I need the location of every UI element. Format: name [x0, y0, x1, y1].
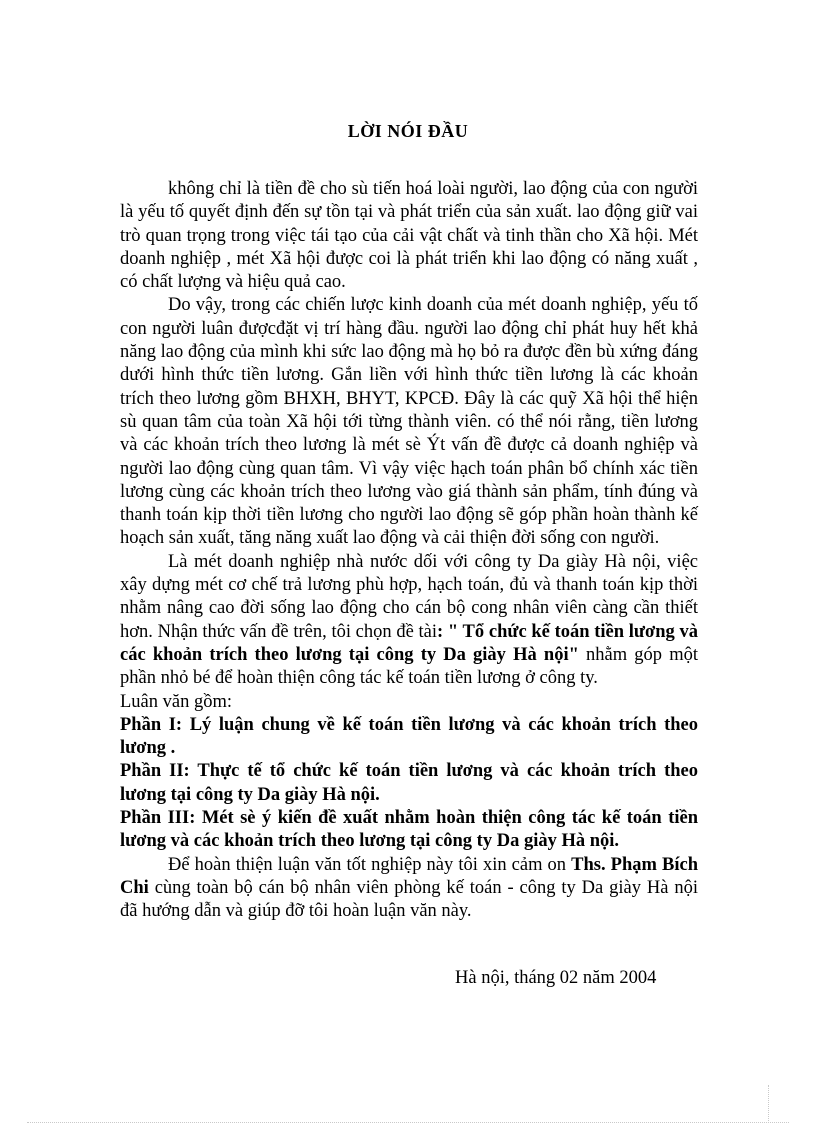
document-body	[120, 178, 698, 924]
page-title: LỜI NÓI ĐẦU	[347, 121, 469, 141]
part-three-text: Phần III: Mét sè ý kiến đề xuất nhằm hoàn thiện công tác kế toán tiền lương và các khoản trích theo lương tại công ty Da giày Hà nội.	[120, 808, 698, 852]
thanks-rest-text: cùng toàn bộ cán bộ nhân viên phòng kế toán - công ty Da giày Hà nội đã hướng dẫn và giúp đỡ tôi hoàn luận văn này.	[120, 877, 698, 922]
thesis-structure-label: Luân văn gồm:	[120, 691, 233, 712]
part-three-heading	[120, 807, 698, 854]
paragraph-strategy: Do vậy, trong các chiến lược kinh doanh của mét doanh nghiệp, yếu tố con người luân đượcđặt vị trí hàng đầu. người lao động chỉ phát huy hết khả năng lao động của mình khi sức lao động mà họ bỏ ra được đền bù xứng đáng dưới hình thức tiền lương. Gắn liền với hình thức tiền lương là các khoản trích theo lương gồm BHXH, BHYT, KPCĐ. Đây là các quỹ Xã hội thể hiện sù quan tâm của toàn Xã hội tới từng thành viên. có thể nói rằng, tiền lương và các khoản trích theo lương là mét sè Ýt vấn đề được cả doanh nghiệp và người lao động cùng quan tâm. Vì vậy việc hạch toán phân bổ chính xác tiền lương cùng các khoản trích theo lương vào giá thành sản phẩm, tính đúng và thanh toán kịp thời tiền lương cho người lao động sẽ góp phần hoàn thành kế hoạch sản xuất, tăng năng xuất lao động và cải thiện đời sống con người.	[120, 295, 698, 549]
part-one-heading	[120, 714, 698, 761]
signoff-date: Hà nội, tháng 02 năm 2004	[455, 968, 657, 988]
page-corner-border	[768, 1085, 769, 1123]
supervisor-name: Ths. Phạm Bích Chi	[120, 854, 698, 898]
paragraph-topic	[120, 551, 698, 691]
paragraph-intro: không chỉ là tiền đề cho sù tiến hoá loài người, lao động của con người là yếu tố quyết định đến sự tồn tại và phát triển của sản xuất. lao động giữ vai trò quan trọng trong việc tái tạo của cải vật chất và tinh thần cho Xã hội. Mét doanh nghiệp , mét Xã hội được coi là phát triển khi lao động có năng xuất , có chất lượng và hiệu quả cao.	[120, 179, 698, 293]
topic-intro-text: Là mét doanh nghiệp nhà nước dối với công ty Da giày Hà nội, việc xây dựng mét cơ chế trả lương phù hợp, hạch toán, đủ và thanh toán kịp thời nhằm nâng cao đời sống lao động cho cán bộ cong nhân viên càng cần thiết hơn. Nhận thức vấn đề trên, tôi chọn đề tài	[120, 551, 698, 642]
topic-purpose-text: nhằm góp một phần nhỏ bé để hoàn thiện công tác kế toán tiền lương ở công ty.	[120, 644, 698, 689]
paragraph-acknowledgement	[120, 854, 698, 924]
part-two-heading	[120, 760, 698, 807]
thanks-intro-text: Để hoàn thiện luận văn tốt nghiệp này tôi xin cảm on	[168, 854, 572, 875]
part-two-text: Phần II: Thực tế tổ chức kế toán tiền lương và các khoản trích theo lương tại công ty Da giày Hà nội.	[120, 761, 698, 805]
thesis-title: : " Tổ chức kế toán tiền lương và các khoản trích theo lương tại công ty Da giày Hà nội"	[120, 621, 699, 665]
part-one-text: Phần I: Lý luận chung về kế toán tiền lương và các khoản trích theo lương .	[120, 714, 698, 759]
